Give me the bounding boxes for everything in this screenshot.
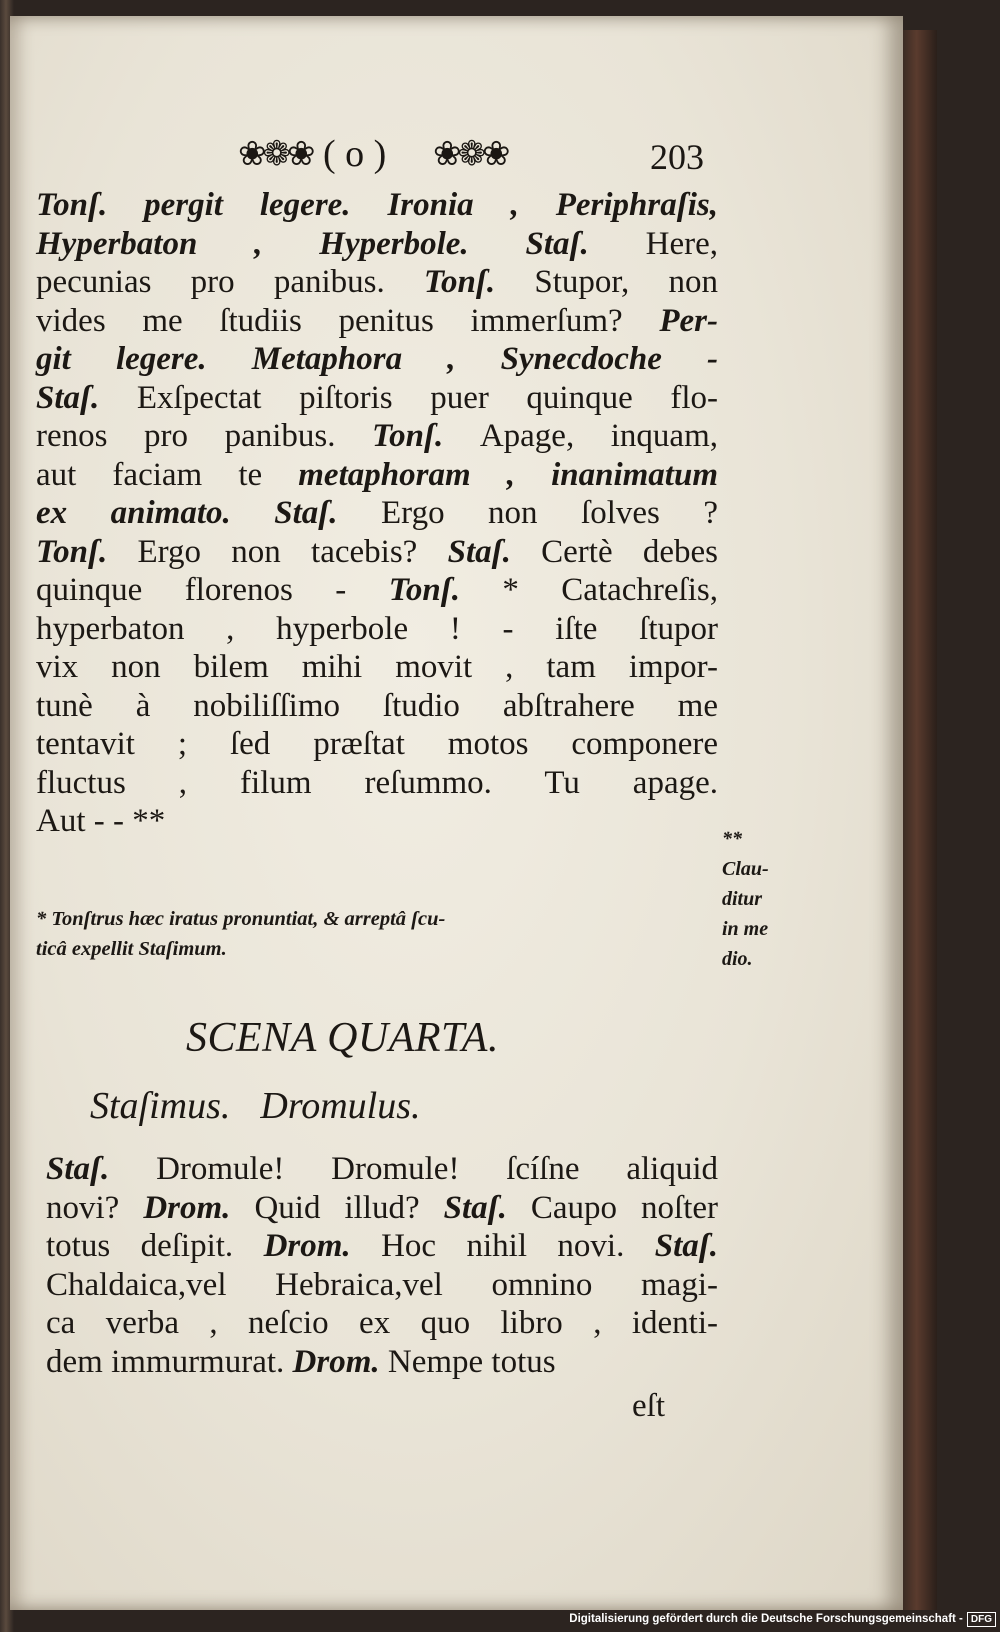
digitization-credit <box>569 1610 996 1628</box>
catchword: eſt <box>632 1388 665 1424</box>
italic-text-run: Staſ. <box>443 1189 531 1226</box>
margin-note-line: dio. <box>722 948 753 970</box>
text-run: Apage, inquam, <box>479 418 718 454</box>
footnote-line: ticâ expellit Staſimum. <box>36 938 227 960</box>
text-line <box>46 1227 718 1266</box>
footnote <box>36 904 718 964</box>
person-name: Dromulus. <box>260 1085 421 1127</box>
text-run: quinque florenos - <box>36 572 389 608</box>
text-run: tunè à nobiliſſimo ſtudio abſtrahere me <box>36 687 718 724</box>
text-run: Ergo non ſolves ? <box>381 495 719 531</box>
text-line <box>36 494 718 533</box>
italic-text-run: Drom. <box>292 1343 388 1380</box>
italic-text-run: Tonſ. <box>388 572 503 608</box>
text-run: vix non bilem mihi movit , tam impor- <box>36 649 718 685</box>
page-number: 203 <box>650 137 704 177</box>
text-run: renos pro panibus. <box>36 418 373 454</box>
text-run: Stupor, non <box>534 264 718 300</box>
text-run: Ergo non tacebis? <box>137 533 448 570</box>
margin-note <box>722 824 802 974</box>
text-line <box>36 186 718 225</box>
header-ornament-right: ❀❁❀ <box>433 136 507 173</box>
footnote-line: * Tonſtrus hæc iratus pronuntiat, & arreptâ ſcu- <box>36 908 446 930</box>
running-header <box>10 128 903 184</box>
text-run: Quid illud? <box>254 1189 444 1226</box>
italic-text-run: Staſ. <box>36 379 137 416</box>
margin-note-line: Clau- <box>722 858 769 880</box>
text-line <box>36 263 718 302</box>
italic-text-run: Tonſ. <box>423 264 535 300</box>
text-run: fluctus , filum reſummo. Tu apage. <box>36 764 718 801</box>
text-run: hyperbaton , hyperbole ! - iſte ſtupor <box>36 610 718 647</box>
dfg-logo: DFG <box>967 1612 996 1627</box>
text-run: Nempe totus <box>387 1343 556 1380</box>
italic-text-run: Tonſ. <box>36 533 138 570</box>
text-line <box>46 1304 718 1343</box>
dramatis-personae <box>90 1084 421 1128</box>
text-run: pecunias pro panibus. <box>36 264 424 300</box>
text-line <box>46 1343 718 1382</box>
text-run: dem immurmurat. <box>46 1343 293 1380</box>
text-run: Certè debes <box>541 533 718 570</box>
italic-text-run: Staſ. <box>46 1151 157 1187</box>
text-line <box>36 687 718 726</box>
margin-note-line: ** <box>722 828 742 850</box>
book-page <box>10 16 903 1610</box>
italic-text-run: Drom. <box>143 1189 255 1226</box>
signature-mark: ( o ) <box>323 133 387 175</box>
text-run: Dromule! Dromule! ſcíſne aliquid <box>156 1151 718 1187</box>
credit-text: Digitalisierung gefördert durch die Deutsche Forschungsgemeinschaft - <box>569 1613 963 1625</box>
italic-text-run: Staſ. <box>447 533 542 570</box>
italic-text-run: git legere. <box>36 341 252 377</box>
text-line <box>36 417 718 456</box>
text-run: Chaldaica,vel Hebraica,vel omnino magi- <box>46 1266 718 1303</box>
text-line <box>46 1150 718 1189</box>
text-run: Exſpectat piſtoris puer quinque flo- <box>136 379 718 416</box>
scene-title: SCENA QUARTA. <box>186 1015 499 1061</box>
text-run: ca verba , neſcio ex quo libro , identi- <box>46 1305 718 1341</box>
italic-text-run: Staſ. <box>274 495 382 531</box>
italic-text-run: Staſ. <box>525 225 646 262</box>
text-line <box>36 456 718 495</box>
person-name: Staſimus. <box>90 1085 231 1127</box>
dialogue-text-lower <box>46 1150 718 1381</box>
text-run: totus deſipit. <box>46 1228 264 1264</box>
italic-text-run: Metaphora , Synecdoche - <box>251 341 718 377</box>
page-edge <box>903 30 937 1610</box>
text-line <box>36 225 718 264</box>
italic-text-run: Ironia , Periphraſis, <box>387 187 718 223</box>
italic-text-run: Tonſ. <box>372 418 480 454</box>
text-run: vides me ſtudiis penitus immerſum? <box>36 302 660 339</box>
text-run: Aut - - ** <box>36 803 166 839</box>
italic-text-run: ex animato. <box>36 495 275 531</box>
dialogue-text-upper <box>36 186 718 841</box>
text-line <box>46 1189 718 1228</box>
text-line <box>36 340 718 379</box>
text-run: aut faciam te <box>36 456 299 493</box>
italic-text-run: Tonſ. pergit legere. <box>36 187 388 223</box>
text-line <box>36 764 718 803</box>
text-run: Caupo noſter <box>530 1189 719 1226</box>
text-run: Here, <box>645 225 719 262</box>
margin-note-line: in me <box>722 918 769 940</box>
text-line <box>36 802 718 841</box>
text-run: tentavit ; ſed præſtat motos componere <box>36 726 718 762</box>
text-run: * Catachreſis, <box>502 572 718 608</box>
text-run: Hoc nihil novi. <box>381 1228 655 1264</box>
text-run: novi? <box>46 1189 144 1226</box>
text-line <box>36 610 718 649</box>
margin-note-line: ditur <box>722 888 763 910</box>
italic-text-run: Drom. <box>263 1228 382 1264</box>
header-ornament-left: ❀❁❀ <box>238 136 312 173</box>
text-line <box>36 379 718 418</box>
text-line <box>36 302 718 341</box>
italic-text-run: metaphoram , inanimatum <box>298 456 719 493</box>
text-line <box>46 1266 718 1305</box>
text-line <box>36 533 718 572</box>
text-line <box>36 648 718 687</box>
italic-text-run: Hyperbaton , Hyperbole. <box>36 225 526 262</box>
text-line <box>36 725 718 764</box>
italic-text-run: Staſ. <box>654 1228 719 1264</box>
text-line <box>36 571 718 610</box>
italic-text-run: Per- <box>659 302 718 339</box>
